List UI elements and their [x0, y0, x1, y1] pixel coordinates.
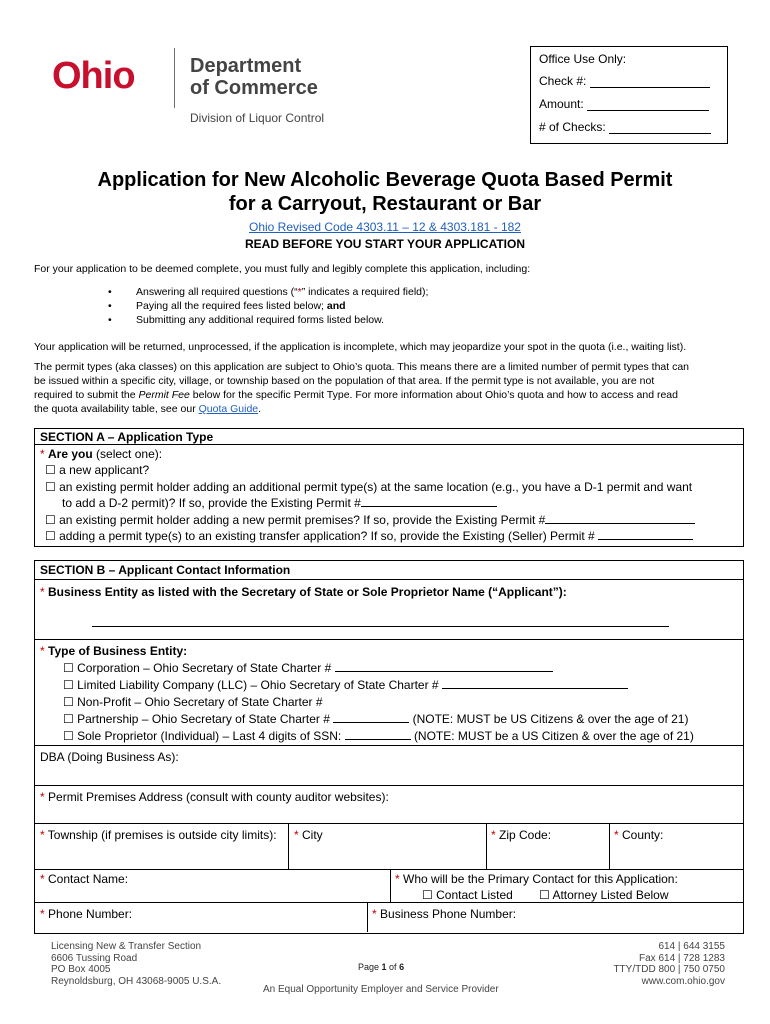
attorney-listed-option[interactable]: ☐ Attorney Listed Below: [539, 887, 669, 904]
option-new-applicant[interactable]: ☐ a new applicant?: [45, 462, 149, 479]
divider: [34, 639, 743, 640]
num-checks-field[interactable]: [609, 121, 711, 134]
business-entity-label: * Business Entity as listed with the Secretary of State or Sole Proprietor Name (“Applicant”):: [40, 585, 567, 599]
business-phone-label: * Business Phone Number:: [372, 907, 517, 921]
read-before-heading: READ BEFORE YOU START YOUR APPLICATION: [244, 237, 526, 251]
existing-permit-field-2[interactable]: [545, 512, 695, 524]
option-additional-permit[interactable]: ☐ an existing permit holder adding an additional permit type(s) at the same location (e.g., you have a D-1 permit and want: [45, 479, 692, 496]
divider: [367, 902, 743, 903]
corporation-charter-field[interactable]: [335, 660, 553, 672]
entity-partnership[interactable]: ☐ Partnership – Ohio Secretary of State Charter # (NOTE: MUST be US Citizens & over the age of 21): [63, 711, 688, 728]
check-number-field[interactable]: [590, 75, 710, 88]
divider: [34, 869, 743, 870]
contact-listed-option[interactable]: ☐ Contact Listed: [422, 887, 513, 904]
quota-guide-link[interactable]: Quota Guide: [198, 403, 259, 415]
check-number-row: Check #:: [539, 74, 710, 88]
requirements-list: [108, 285, 428, 327]
township-label: * Township (if premises is outside city limits):: [40, 828, 277, 842]
option-additional-permit-line2: to add a D-2 permit)? If so, provide the Existing Permit #: [62, 495, 497, 512]
checkbox[interactable]: [45, 480, 56, 494]
revised-code-link-wrap: [0, 220, 770, 234]
checkbox[interactable]: [63, 661, 74, 675]
divider: [34, 579, 743, 580]
entity-type-heading: * Type of Business Entity:: [40, 644, 188, 658]
entity-sole-proprietor[interactable]: ☐ Sole Proprietor (Individual) – Last 4 digits of SSN: (NOTE: MUST be a US Citizen & over the age of 21): [63, 728, 694, 745]
ssn-field[interactable]: [345, 728, 411, 740]
section-b-heading: SECTION B – Applicant Contact Information: [40, 563, 291, 577]
intro-text: For your application to be deemed complete, you must fully and legibly complete this application, including:: [34, 263, 531, 275]
city-label: * City: [294, 828, 323, 842]
existing-permit-field[interactable]: [361, 495, 497, 507]
checkbox[interactable]: [63, 729, 74, 743]
section-a-heading: SECTION A – Application Type: [40, 430, 214, 444]
list-item: • Submitting any additional required forms listed below.: [108, 313, 428, 327]
entity-llc[interactable]: ☐ Limited Liability Company (LLC) – Ohio Secretary of State Charter #: [63, 677, 628, 694]
entity-corporation[interactable]: ☐ Corporation – Ohio Secretary of State Charter #: [63, 660, 553, 677]
equal-opportunity: An Equal Opportunity Employer and Service Provider: [263, 984, 499, 995]
revised-code-link[interactable]: Ohio Revised Code 4303.11 – 12 & 4303.181 - 182: [249, 220, 521, 234]
divider: [609, 823, 610, 869]
checkbox[interactable]: [422, 888, 433, 902]
divider: [367, 902, 368, 932]
page-number: Page 1 of 6: [358, 962, 405, 972]
division-name: Division of Liquor Control: [190, 111, 325, 125]
divider: [34, 745, 743, 746]
phone-label: * Phone Number:: [40, 907, 133, 921]
footer-contact: 614 | 644 3155 Fax 614 | 728 1283 TTY/TDD 800 | 750 0750 www.com.ohio.gov: [560, 941, 725, 987]
contact-name-label: * Contact Name:: [40, 872, 129, 886]
logo-divider: [174, 48, 175, 108]
checkbox[interactable]: [45, 513, 56, 527]
checkbox[interactable]: [63, 695, 74, 709]
amount-row: Amount:: [539, 97, 709, 111]
list-item: • Paying all the required fees listed below; and: [108, 299, 428, 313]
divider: [390, 869, 391, 902]
seller-permit-field[interactable]: [598, 528, 693, 540]
premises-label: * Permit Premises Address (consult with county auditor websites):: [40, 790, 389, 804]
option-new-premises[interactable]: ☐ an existing permit holder adding a new permit premises? If so, provide the Existing Permit #: [45, 512, 695, 529]
llc-charter-field[interactable]: [442, 677, 628, 689]
zip-label: * Zip Code:: [491, 828, 552, 842]
business-entity-field[interactable]: [92, 626, 669, 627]
primary-contact-label: * Who will be the Primary Contact for this Application:: [395, 872, 678, 886]
divider: [288, 823, 289, 869]
department-name: Department of Commerce: [190, 55, 318, 99]
checkbox[interactable]: [63, 678, 74, 692]
checkbox[interactable]: [45, 529, 56, 543]
list-item: • Answering all required questions (“*” indicates a required field);: [108, 285, 428, 299]
divider: [34, 785, 743, 786]
divider: [34, 902, 391, 903]
ohio-logo: Ohio: [52, 55, 135, 97]
divider: [34, 444, 743, 445]
checkbox[interactable]: [539, 888, 550, 902]
page-title: Application for New Alcoholic Beverage Quota Based Permit for a Carryout, Restaurant or Bar: [97, 169, 673, 215]
office-use-title: Office Use Only:: [539, 52, 627, 66]
divider: [34, 823, 743, 824]
checkbox[interactable]: [63, 712, 74, 726]
office-use-box: [530, 46, 728, 144]
partnership-charter-field[interactable]: [333, 711, 409, 723]
checkbox[interactable]: [45, 463, 56, 477]
footer-address: Licensing New & Transfer Section 6606 Tussing Road PO Box 4005 Reynoldsburg, OH 43068-9005 U.S.A.: [51, 941, 222, 987]
website-link[interactable]: www.com.ohio.gov: [641, 975, 725, 987]
option-transfer[interactable]: ☐ adding a permit type(s) to an existing transfer application? If so, provide the Existing (Seller) Permit #: [45, 528, 693, 545]
divider: [486, 823, 487, 869]
returned-text: Your application will be returned, unprocessed, if the application is incomplete, which may jeopardize your spot in the quota (i.e., waiting list).: [34, 341, 687, 353]
county-label: * County:: [614, 828, 664, 842]
permit-text: The permit types (aka classes) on this application are subject to Ohio’s quota. This means there are a limited number of permit types that can be issued within a specific city, village, or township based on the population of that area. If the permit type is not available, you are not required to submit the Permit Fee below for the specific Permit Type. For more information about Ohio’s quota and how to access and read the quota availability table, see our Quota Guide.: [34, 361, 690, 415]
dba-label: DBA (Doing Business As):: [40, 750, 179, 764]
amount-field[interactable]: [587, 98, 709, 111]
section-a-question: * Are you (select one):: [40, 447, 163, 461]
num-checks-row: # of Checks:: [539, 120, 711, 134]
entity-nonprofit[interactable]: ☐ Non-Profit – Ohio Secretary of State Charter #: [63, 694, 323, 711]
